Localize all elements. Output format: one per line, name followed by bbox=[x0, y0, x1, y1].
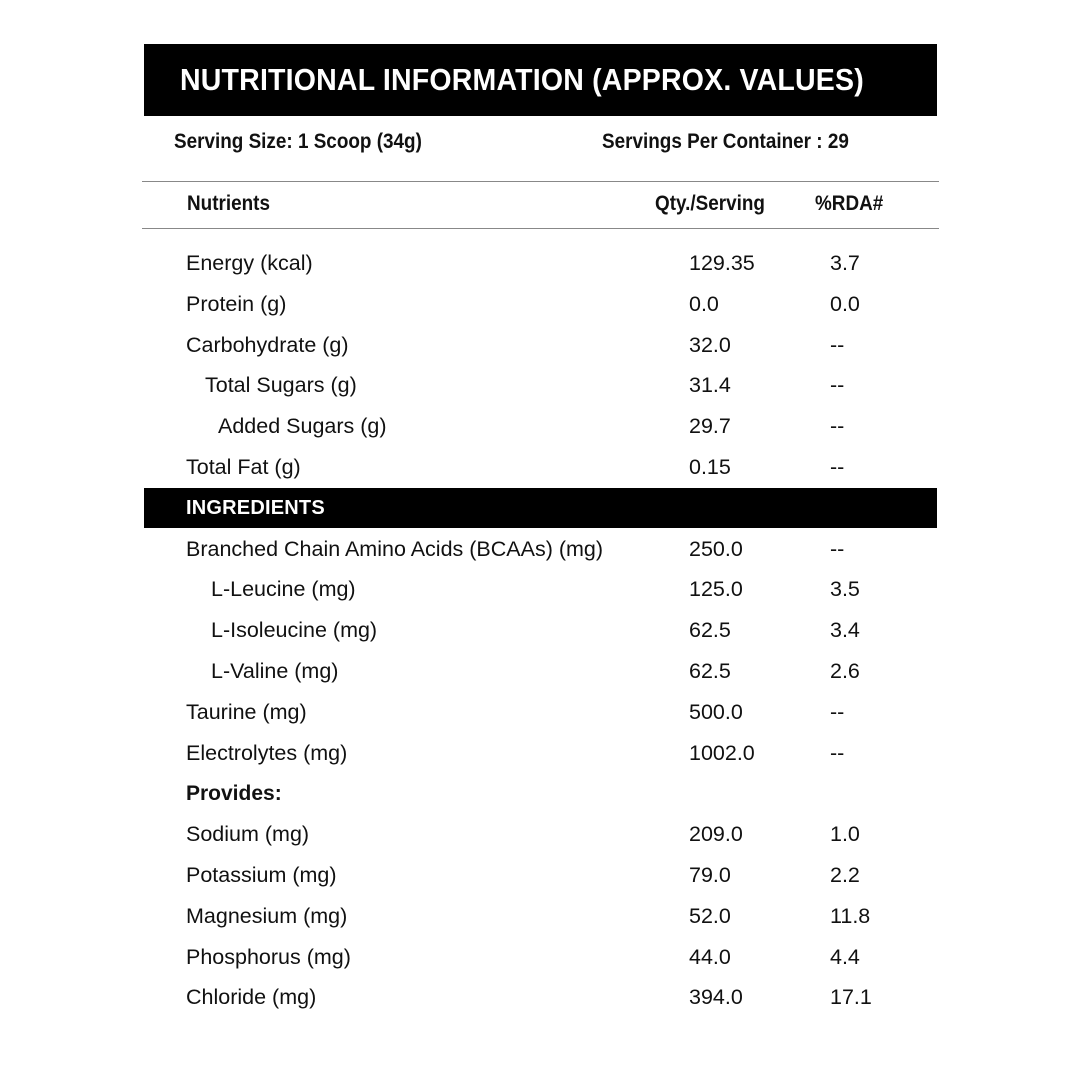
nutrient-rda: 0.0 bbox=[830, 292, 860, 316]
ingredient-qty: 250.0 bbox=[689, 537, 743, 561]
mineral-row bbox=[0, 985, 872, 1025]
ingredient-name: Electrolytes (mg) bbox=[186, 741, 348, 765]
ingredient-row bbox=[0, 659, 860, 699]
ingredient-row bbox=[0, 537, 845, 577]
mineral-row bbox=[0, 863, 860, 903]
ingredient-rda: 2.6 bbox=[830, 659, 860, 683]
ingredient-rda: -- bbox=[830, 700, 845, 724]
mineral-rda: 4.4 bbox=[830, 945, 860, 969]
nutrient-qty: 129.35 bbox=[689, 251, 755, 275]
mineral-row bbox=[0, 945, 860, 985]
nutrient-rda: -- bbox=[830, 414, 845, 438]
nutrient-row bbox=[0, 333, 845, 373]
ingredient-row bbox=[0, 618, 860, 658]
nutrient-rda: -- bbox=[830, 373, 845, 397]
ingredient-rda: 3.5 bbox=[830, 577, 860, 601]
mineral-name: Magnesium (mg) bbox=[186, 904, 348, 928]
title-bar bbox=[144, 44, 937, 116]
ingredient-rda: 3.4 bbox=[830, 618, 860, 642]
ingredients-heading: INGREDIENTS bbox=[186, 496, 325, 519]
nutrient-rda: 3.7 bbox=[830, 251, 860, 275]
ingredient-rda: -- bbox=[830, 741, 845, 765]
nutrient-name: Carbohydrate (g) bbox=[186, 333, 349, 357]
ingredient-qty: 62.5 bbox=[689, 618, 731, 642]
ingredient-row bbox=[0, 700, 845, 740]
ingredient-name: L-Isoleucine (mg) bbox=[211, 618, 378, 642]
ingredient-row bbox=[0, 577, 860, 617]
nutrient-qty: 32.0 bbox=[689, 333, 731, 357]
nutrient-row bbox=[0, 251, 860, 291]
mineral-rda: 1.0 bbox=[830, 822, 860, 846]
ingredient-name: Taurine (mg) bbox=[186, 700, 307, 724]
mineral-name: Phosphorus (mg) bbox=[186, 945, 351, 969]
nutrient-name: Protein (g) bbox=[186, 292, 287, 316]
nutrient-name: Energy (kcal) bbox=[186, 251, 313, 275]
mineral-qty: 394.0 bbox=[689, 985, 743, 1009]
mineral-qty: 79.0 bbox=[689, 863, 731, 887]
nutrient-qty: 29.7 bbox=[689, 414, 731, 438]
mineral-row bbox=[0, 904, 871, 944]
mineral-qty: 52.0 bbox=[689, 904, 731, 928]
ingredients-bar bbox=[144, 488, 937, 528]
mineral-name: Sodium (mg) bbox=[186, 822, 310, 846]
mineral-row bbox=[0, 822, 860, 862]
ingredient-qty: 125.0 bbox=[689, 577, 743, 601]
mineral-rda: 11.8 bbox=[830, 904, 871, 928]
nutrient-qty: 0.0 bbox=[689, 292, 719, 316]
ingredient-row bbox=[0, 741, 845, 781]
nutrient-name: Added Sugars (g) bbox=[218, 414, 387, 438]
nutrient-name: Total Fat (g) bbox=[186, 455, 301, 479]
mineral-rda: 17.1 bbox=[830, 985, 872, 1009]
mineral-qty: 44.0 bbox=[689, 945, 731, 969]
nutrient-qty: 31.4 bbox=[689, 373, 731, 397]
mineral-name: Potassium (mg) bbox=[186, 863, 337, 887]
ingredient-qty: 1002.0 bbox=[689, 741, 755, 765]
nutrient-name: Total Sugars (g) bbox=[205, 373, 357, 397]
header-nutrients: Nutrients bbox=[187, 192, 270, 215]
mineral-name: Chloride (mg) bbox=[186, 985, 317, 1009]
page-title: NUTRITIONAL INFORMATION (APPROX. VALUES) bbox=[180, 62, 864, 97]
header-rda: %RDA# bbox=[815, 192, 884, 215]
nutrient-qty: 0.15 bbox=[689, 455, 731, 479]
nutrient-rda: -- bbox=[830, 333, 845, 357]
provides-label: Provides: bbox=[186, 782, 282, 805]
mineral-rda: 2.2 bbox=[830, 863, 860, 887]
ingredient-name: Branched Chain Amino Acids (BCAAs) (mg) bbox=[186, 537, 604, 561]
divider bbox=[142, 228, 939, 229]
ingredient-rda: -- bbox=[830, 537, 845, 561]
ingredient-qty: 500.0 bbox=[689, 700, 743, 724]
header-qty: Qty./Serving bbox=[655, 192, 765, 215]
nutrient-row bbox=[0, 373, 845, 413]
mineral-qty: 209.0 bbox=[689, 822, 743, 846]
ingredient-qty: 62.5 bbox=[689, 659, 731, 683]
divider bbox=[142, 181, 939, 182]
nutrient-row bbox=[0, 414, 845, 454]
ingredient-name: L-Leucine (mg) bbox=[211, 577, 356, 601]
servings-per-container: Servings Per Container : 29 bbox=[602, 130, 849, 153]
nutrient-row bbox=[0, 292, 860, 332]
nutrient-rda: -- bbox=[830, 455, 845, 479]
serving-size: Serving Size: 1 Scoop (34g) bbox=[174, 130, 422, 153]
ingredient-name: L-Valine (mg) bbox=[211, 659, 339, 683]
